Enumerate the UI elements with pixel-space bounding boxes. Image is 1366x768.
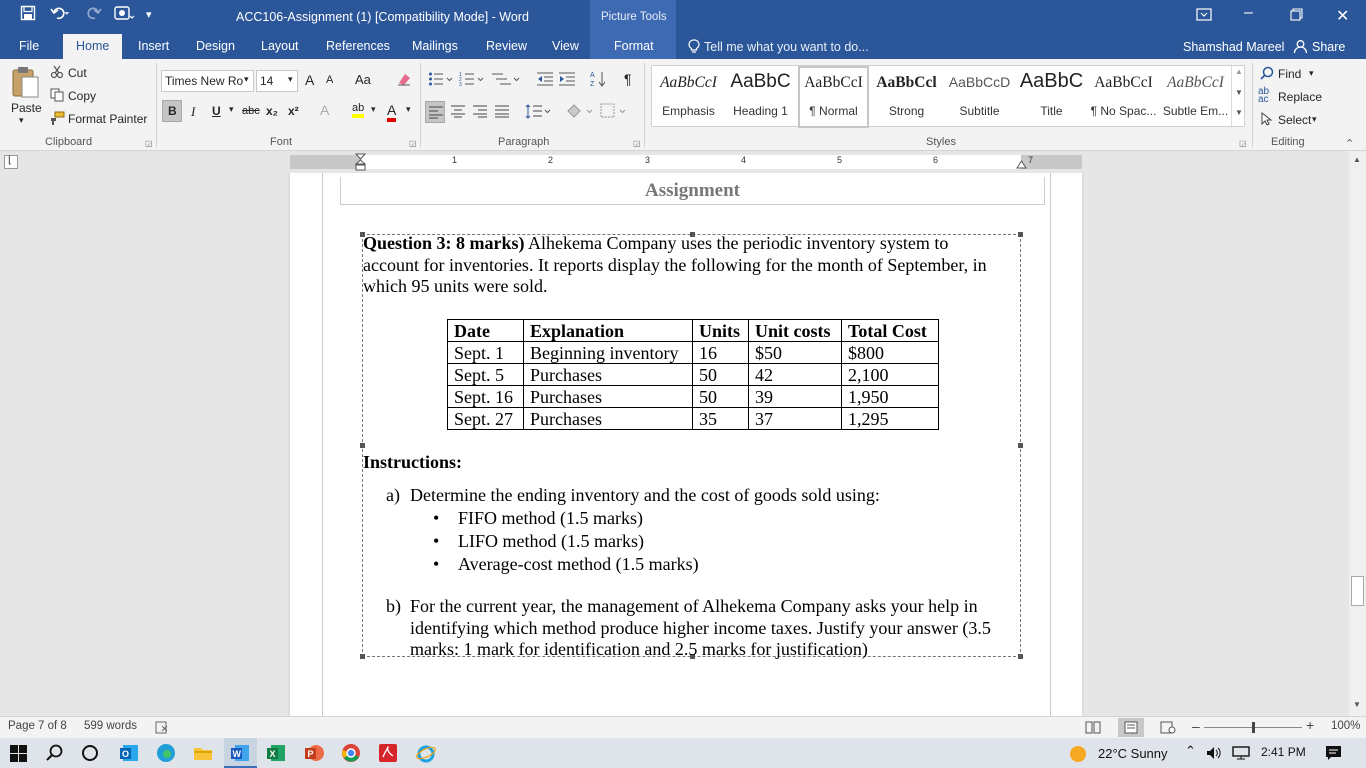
table-cell: Sept. 27 — [448, 408, 524, 430]
resize-handle[interactable] — [360, 443, 365, 448]
format-painter-icon[interactable] — [50, 111, 65, 128]
tab-review[interactable]: Review — [486, 39, 527, 53]
ruler-number: 3 — [645, 155, 651, 165]
superscript-button[interactable]: x² — [288, 104, 299, 118]
svg-text:3: 3 — [459, 82, 462, 87]
line-spacing-icon[interactable] — [525, 104, 551, 119]
style-preview: AaBbCcI — [1167, 74, 1224, 91]
style-name: Subtle Em... — [1162, 104, 1229, 118]
svg-text:P: P — [307, 749, 314, 759]
window-title: ACC106-Assignment (1) [Compatibility Mode] - Word — [236, 10, 529, 24]
find-button[interactable]: Find — [1278, 67, 1302, 81]
touch-mode-icon[interactable] — [113, 5, 135, 27]
style-strong[interactable] — [871, 66, 942, 128]
taskbar-word-active[interactable] — [224, 738, 257, 768]
volume-icon[interactable] — [1206, 746, 1222, 760]
styles-launcher-icon[interactable]: ◲ — [1239, 139, 1247, 148]
font-group-label: Font — [270, 136, 293, 148]
copy-icon[interactable] — [50, 88, 64, 105]
scroll-thumb[interactable] — [1351, 576, 1364, 606]
font-color-button[interactable]: A — [387, 102, 396, 122]
find-icon[interactable] — [1260, 66, 1274, 80]
right-indent-marker-icon[interactable] — [1016, 159, 1027, 169]
acrobat-icon[interactable] — [378, 743, 398, 763]
clear-formatting-icon[interactable] — [396, 71, 412, 90]
sort-icon[interactable] — [590, 70, 606, 91]
outlook-icon[interactable] — [119, 743, 139, 763]
item-a-text: Determine the ending inventory and the cost of goods sold using: — [410, 485, 880, 505]
styles-group-label: Styles — [926, 136, 956, 148]
borders-icon[interactable] — [600, 103, 630, 119]
ruler-number: 7 — [1028, 155, 1034, 165]
font-size-value: 14 — [260, 74, 274, 88]
question-text-line: Alhekema Company uses the periodic inventory system to — [524, 233, 949, 253]
table-cell: 50 — [693, 386, 749, 408]
chevron-down-icon[interactable]: ▼ — [1235, 88, 1243, 97]
windows-start-icon[interactable] — [10, 745, 27, 762]
paste-dropdown-icon[interactable]: ▾ — [19, 115, 24, 125]
table-cell: 37 — [749, 408, 842, 430]
ruler-number: 1 — [452, 155, 458, 165]
style-preview: AaBbCcl — [876, 74, 937, 91]
list-item: • Average-cost method (1.5 marks) — [433, 554, 699, 574]
style-preview: AaBbCcI — [1094, 74, 1153, 91]
format-painter-button[interactable]: Format Painter — [68, 112, 148, 126]
subscript-button[interactable]: x₂ — [266, 104, 279, 118]
editing-group-label: Editing — [1271, 136, 1305, 148]
paste-button[interactable]: Paste — [11, 101, 42, 115]
redo-icon[interactable] — [86, 5, 102, 25]
shading-icon[interactable] — [566, 103, 596, 119]
clipboard-group-label: Clipboard — [45, 136, 93, 148]
ruler-number: 4 — [741, 155, 747, 165]
highlight-dropdown-icon[interactable]: ▾ — [371, 104, 376, 114]
task-view-icon[interactable] — [81, 744, 99, 762]
zoom-in-icon[interactable]: + — [1306, 717, 1315, 733]
minimize-icon[interactable]: – — [1244, 4, 1253, 21]
table-cell: $50 — [749, 342, 842, 364]
document-page[interactable] — [290, 173, 1082, 716]
powerpoint-icon[interactable] — [304, 743, 324, 763]
ruler-number: 2 — [548, 155, 554, 165]
user-name[interactable]: Shamshad Mareel — [1183, 40, 1285, 54]
table-cell: 39 — [749, 386, 842, 408]
table-cell: 42 — [749, 364, 842, 386]
tab-design[interactable]: Design — [196, 39, 235, 53]
styles-scroll[interactable] — [1231, 66, 1245, 126]
item-b-text — [410, 596, 991, 661]
style-normal[interactable] — [798, 66, 869, 128]
svg-text:O: O — [122, 749, 130, 759]
italic-button[interactable]: I — [191, 104, 196, 119]
share-button[interactable]: Share — [1312, 40, 1346, 54]
weather-sun-icon[interactable] — [1068, 744, 1088, 764]
table-header-cell: Date — [448, 320, 524, 342]
style-name: Subtitle — [959, 104, 1000, 118]
notifications-icon[interactable] — [1325, 745, 1342, 761]
undo-icon[interactable] — [50, 5, 72, 25]
highlight-button[interactable]: ab — [352, 102, 364, 118]
list-item: • FIFO method (1.5 marks) — [433, 508, 643, 528]
proofing-icon[interactable] — [155, 721, 169, 734]
margin-guide-right — [1050, 173, 1051, 716]
table-cell: 1,295 — [842, 408, 939, 430]
chevron-up-icon[interactable]: ▲ — [1235, 67, 1243, 76]
paragraph-group-label: Paragraph — [498, 136, 550, 148]
edge-icon[interactable] — [156, 743, 176, 763]
align-center-icon[interactable] — [451, 105, 465, 118]
font-size-select[interactable] — [256, 70, 298, 92]
chrome-icon[interactable] — [341, 743, 361, 763]
table-cell: Sept. 5 — [448, 364, 524, 386]
table-row — [448, 408, 939, 430]
tell-me-search[interactable]: Tell me what you want to do... — [704, 40, 869, 54]
style-preview: AaBbCcI — [804, 74, 863, 91]
clock-time[interactable]: 2:41 PM — [1261, 745, 1306, 759]
instructions-heading: Instructions: — [363, 452, 463, 472]
multilevel-list-icon[interactable] — [491, 71, 521, 90]
style-subtle-emphasis[interactable] — [1160, 66, 1231, 128]
ruler-number: 6 — [933, 155, 939, 165]
style-no-spacing[interactable] — [1088, 66, 1159, 128]
left-tab-icon: ⌊ — [8, 155, 12, 166]
text-effects-button[interactable]: A — [320, 102, 330, 118]
customize-toolbar-icon[interactable]: ▾ — [146, 9, 152, 21]
indent-marker-icon[interactable] — [355, 153, 366, 171]
tab-home[interactable]: Home — [63, 34, 122, 59]
font-color-dropdown-icon[interactable]: ▾ — [406, 104, 411, 114]
replace-button[interactable]: Replace — [1278, 90, 1323, 104]
align-right-icon[interactable] — [473, 105, 487, 118]
tab-view[interactable]: View — [552, 39, 579, 53]
table-cell: Purchases — [524, 386, 693, 408]
document-area — [0, 173, 1349, 716]
numbering-icon[interactable] — [459, 71, 485, 90]
svg-text:W: W — [232, 749, 241, 759]
question-text-line: which 95 units were sold. — [363, 276, 548, 296]
table-header-cell: Unit costs — [749, 320, 842, 342]
page-count[interactable]: Page 7 of 8 — [8, 720, 67, 732]
save-icon[interactable] — [20, 5, 36, 25]
list-item-text: LIFO method (1.5 marks) — [458, 531, 644, 551]
restore-icon[interactable] — [1290, 8, 1303, 24]
table-cell: Sept. 1 — [448, 342, 524, 364]
title-bar — [0, 0, 1366, 34]
tab-insert[interactable]: Insert — [138, 39, 170, 53]
weather-text[interactable]: 22°C Sunny — [1098, 746, 1168, 761]
find-dropdown-icon[interactable]: ▾ — [1309, 68, 1314, 78]
font-name-value: Times New Ro — [165, 74, 244, 88]
search-icon[interactable] — [46, 744, 64, 762]
table-cell: 35 — [693, 408, 749, 430]
zoom-slider-track[interactable] — [1204, 727, 1302, 728]
zoom-slider-thumb[interactable] — [1252, 722, 1255, 733]
decrease-indent-icon[interactable] — [536, 71, 554, 90]
table-cell: Sept. 16 — [448, 386, 524, 408]
resize-handle[interactable] — [360, 654, 365, 659]
list-item-text: FIFO method (1.5 marks) — [458, 508, 643, 528]
read-mode-icon[interactable] — [1085, 721, 1101, 734]
table-header-cell: Total Cost — [842, 320, 939, 342]
windows-taskbar — [0, 738, 1366, 768]
question-heading: Question 3: 8 marks) — [363, 233, 525, 253]
increase-indent-icon[interactable] — [558, 71, 576, 90]
print-layout-icon — [1124, 721, 1138, 734]
scroll-up-icon[interactable]: ▲ — [1353, 155, 1361, 164]
vertical-scrollbar[interactable] — [1349, 151, 1366, 716]
close-icon[interactable]: ✕ — [1336, 8, 1350, 25]
table-row — [448, 364, 939, 386]
styles-gallery — [651, 65, 1245, 127]
chevron-down-icon: ▾ — [288, 74, 293, 84]
status-bar — [0, 716, 1366, 738]
style-preview: AaBbC — [1019, 70, 1084, 92]
strikethrough-button[interactable]: abc — [242, 105, 260, 117]
horizontal-ruler[interactable] — [290, 155, 1082, 169]
item-b-marker: b) — [386, 596, 401, 616]
table-cell: 16 — [693, 342, 749, 364]
separator — [1252, 63, 1253, 147]
resize-handle[interactable] — [1018, 654, 1023, 659]
cut-icon[interactable] — [50, 65, 64, 82]
select-button[interactable]: Select — [1278, 113, 1312, 127]
table-cell: Purchases — [524, 364, 693, 386]
grow-font-icon[interactable]: A — [305, 72, 315, 88]
picture-tools-group — [590, 0, 676, 34]
align-left-icon — [429, 106, 443, 119]
internet-explorer-icon[interactable] — [416, 743, 436, 763]
word-icon — [230, 743, 250, 763]
zoom-out-icon[interactable]: – — [1192, 718, 1200, 734]
ribbon-tabs — [0, 34, 1366, 59]
table-row — [448, 386, 939, 408]
clipboard-launcher-icon[interactable]: ◲ — [145, 139, 153, 148]
bold-button[interactable] — [162, 100, 182, 122]
table-header-cell: Units — [693, 320, 749, 342]
replace-icon[interactable]: ab ac — [1258, 86, 1270, 105]
style-subtitle[interactable] — [944, 66, 1015, 128]
svg-text:A: A — [590, 72, 595, 79]
style-name: Title — [1040, 104, 1063, 118]
svg-text:2: 2 — [459, 77, 462, 83]
font-launcher-icon[interactable]: ◲ — [409, 139, 417, 148]
file-explorer-icon[interactable] — [193, 743, 213, 763]
table-header-row — [448, 320, 939, 342]
separator — [420, 63, 421, 147]
select-cursor-icon[interactable] — [1261, 112, 1273, 126]
underline-button[interactable]: U — [212, 104, 221, 118]
copy-button[interactable]: Copy — [68, 89, 97, 103]
svg-text:1: 1 — [459, 72, 462, 78]
ribbon-display-options-icon[interactable] — [1196, 8, 1212, 25]
table-cell: 2,100 — [842, 364, 939, 386]
underline-dropdown-icon[interactable]: ▾ — [229, 104, 234, 114]
style-name: ¶ No Spac... — [1090, 104, 1157, 118]
excel-icon[interactable] — [266, 743, 286, 763]
horizontal-ruler-bar — [0, 151, 1366, 173]
margin-guide-left — [322, 173, 323, 716]
network-icon[interactable] — [1232, 746, 1250, 760]
item-b-line: For the current year, the management of Alhekema Company asks your help in — [410, 596, 978, 616]
chevron-up-icon[interactable]: ⌃ — [1185, 743, 1196, 758]
table-row — [448, 342, 939, 364]
question-text-box[interactable] — [362, 234, 1021, 657]
style-emphasis[interactable] — [653, 66, 724, 128]
table-cell: Beginning inventory — [524, 342, 693, 364]
item-a-marker: a) — [386, 485, 400, 505]
svg-text:X: X — [269, 749, 276, 759]
font-name-select[interactable] — [161, 70, 254, 92]
table-cell: Purchases — [524, 408, 693, 430]
methods-list — [433, 507, 699, 576]
tab-selector[interactable] — [4, 155, 18, 169]
tab-file[interactable]: File — [19, 39, 40, 53]
scroll-down-icon[interactable]: ▼ — [1353, 700, 1361, 709]
zoom-level[interactable]: 100% — [1331, 720, 1361, 732]
paragraph-launcher-icon[interactable]: ◲ — [633, 139, 641, 148]
show-formatting-icon[interactable]: ¶ — [624, 71, 632, 87]
table-cell: 1,950 — [842, 386, 939, 408]
style-name: Strong — [888, 104, 925, 118]
item-b-line: marks: 1 mark for identification and 2.5 marks for justification) — [410, 639, 868, 659]
table-header-cell: Explanation — [524, 320, 693, 342]
print-layout-button[interactable] — [1118, 718, 1144, 737]
shrink-font-icon[interactable]: A — [326, 74, 334, 86]
style-title[interactable] — [1016, 66, 1087, 128]
list-item: • LIFO method (1.5 marks) — [433, 531, 644, 551]
svg-text:Z: Z — [590, 81, 595, 88]
word-count[interactable]: 599 words — [84, 720, 138, 732]
ruler-text-area — [360, 155, 1021, 169]
collapse-ribbon-icon[interactable]: ⌃ — [1345, 138, 1355, 150]
style-preview: AaBbCcI — [660, 74, 717, 91]
more-styles-icon[interactable]: ▼ — [1235, 108, 1243, 117]
select-dropdown-icon[interactable]: ▾ — [1312, 114, 1317, 124]
change-case-icon[interactable]: Aa — [355, 72, 371, 87]
bold-label: B — [168, 104, 177, 118]
style-preview: AaBbCcD — [948, 74, 1011, 90]
chevron-down-icon: ▾ — [244, 74, 249, 84]
table-cell: $800 — [842, 342, 939, 364]
style-name: Emphasis — [662, 104, 715, 118]
paste-icon[interactable] — [10, 65, 40, 102]
header-title: Assignment — [644, 180, 740, 201]
web-layout-icon[interactable] — [1160, 721, 1176, 734]
tab-references[interactable]: References — [326, 39, 390, 53]
picture-tools-label: Picture Tools — [601, 11, 667, 23]
tab-format[interactable]: Format — [614, 39, 654, 53]
tab-layout[interactable]: Layout — [261, 39, 299, 53]
style-heading-1[interactable] — [725, 66, 796, 128]
resize-handle[interactable] — [1018, 443, 1023, 448]
ruler-number: 5 — [837, 155, 843, 165]
separator — [156, 63, 157, 147]
bullets-icon[interactable] — [428, 71, 454, 90]
justify-icon[interactable] — [495, 105, 509, 118]
table-cell: 50 — [693, 364, 749, 386]
align-left-button[interactable] — [425, 101, 445, 123]
item-b-line: identifying which method produce higher income taxes. Justify your answer (3.5 — [410, 617, 991, 638]
separator — [644, 63, 645, 147]
cut-button[interactable]: Cut — [68, 66, 87, 80]
question-text-line: account for inventories. It reports display the following for the month of September, in — [363, 254, 987, 275]
share-person-icon[interactable] — [1293, 39, 1308, 57]
ribbon-home — [0, 59, 1366, 151]
style-name: ¶ Normal — [809, 104, 858, 118]
style-name: Heading 1 — [733, 104, 788, 118]
tab-mailings[interactable]: Mailings — [412, 39, 458, 53]
list-item-text: Average-cost method (1.5 marks) — [458, 554, 699, 574]
lightbulb-icon — [688, 39, 700, 57]
question-paragraph — [363, 233, 1018, 298]
page-header — [340, 177, 1045, 205]
style-preview: AaBbC — [730, 71, 791, 92]
resize-handle[interactable] — [1018, 232, 1023, 237]
inventory-table — [447, 319, 939, 430]
